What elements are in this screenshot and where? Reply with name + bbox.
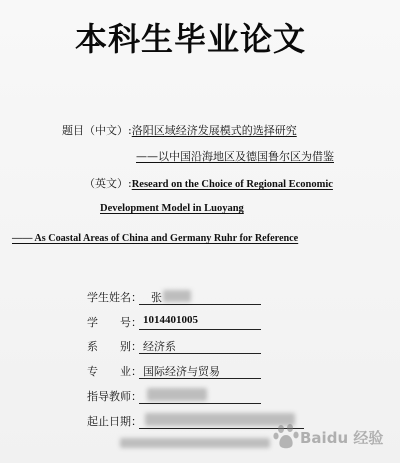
subtitle-cn: ——以中国沿海地区及德国鲁尔区为借鉴	[136, 150, 334, 163]
watermark-logo	[272, 417, 392, 457]
watermark-text: Baidu 经验	[300, 429, 384, 447]
info-row-name	[87, 289, 267, 305]
advisor-redaction	[147, 388, 207, 401]
major-label: 专 业：	[87, 365, 142, 378]
dept-value: 经济系	[143, 340, 176, 353]
id-underline	[139, 329, 261, 330]
dept-label: 系 别：	[87, 340, 142, 353]
title-cn-label: 题目（中文）:	[62, 124, 132, 137]
info-row-dept	[87, 338, 267, 354]
subtitle-en: —— As Coastal Areas of China and Germany Ruhr for Reference	[12, 233, 299, 244]
major-value: 国际经济与贸易	[143, 365, 220, 378]
info-row-id	[87, 314, 267, 330]
title-en-row	[84, 177, 333, 192]
title-cn-row	[62, 124, 297, 138]
name-value: 张	[151, 291, 162, 304]
title-en-line1: Researd on the Choice of Regional Economic	[131, 179, 333, 190]
advisor-underline	[139, 403, 261, 404]
bottom-redaction	[120, 438, 270, 448]
name-redaction	[163, 290, 191, 302]
paw-icon	[272, 422, 302, 452]
title-en-line2: Development Model in Luoyang	[100, 203, 244, 214]
title-en-label: （英文）:	[84, 177, 132, 190]
name-underline	[139, 304, 261, 305]
id-label: 学 号：	[87, 316, 142, 329]
info-row-major	[87, 363, 267, 379]
date-label: 起止日期：	[87, 415, 142, 428]
major-underline	[139, 378, 261, 379]
info-row-date	[87, 413, 267, 429]
info-row-advisor	[87, 388, 267, 404]
dept-underline	[139, 353, 261, 354]
name-label: 学生姓名：	[87, 291, 142, 304]
title-cn-value: 洛阳区域经济发展模式的选择研究	[131, 124, 297, 137]
document-title: 本科生毕业论文	[75, 20, 307, 58]
id-value: 1014401005	[143, 314, 198, 326]
advisor-label: 指导教师：	[87, 390, 142, 403]
